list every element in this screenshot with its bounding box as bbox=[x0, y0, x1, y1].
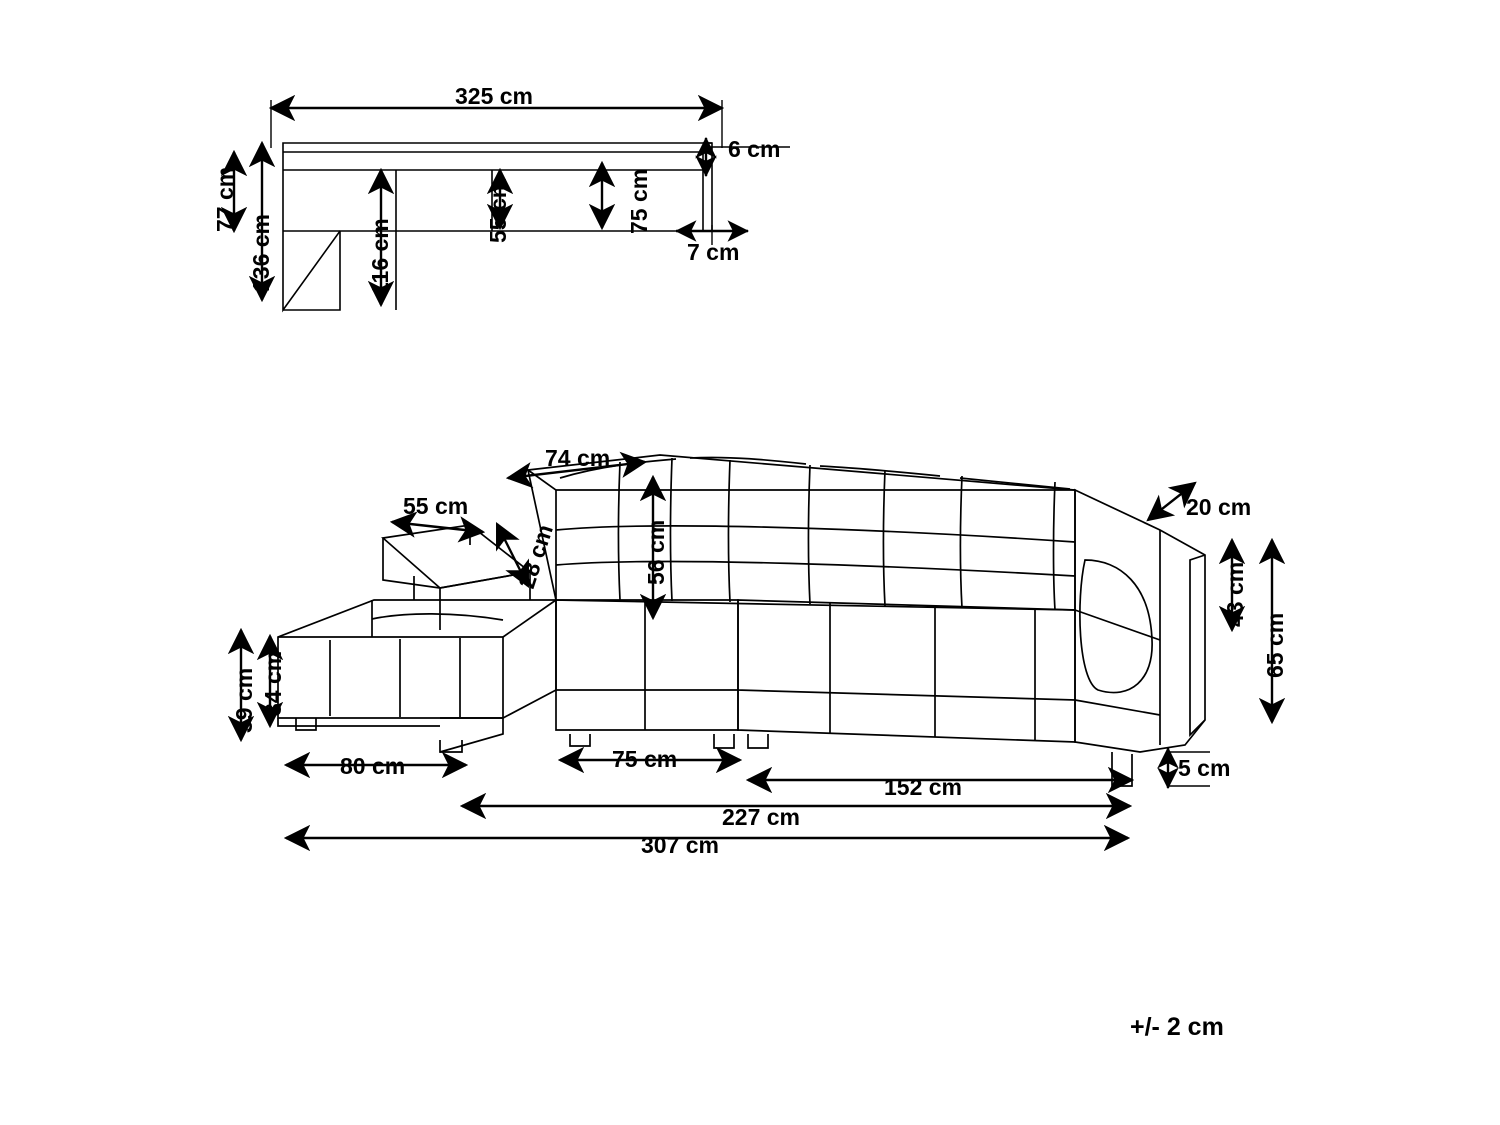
top-view-dimension-lines bbox=[234, 100, 790, 305]
dimension-label-7: 7 cm bbox=[687, 239, 740, 265]
dimension-label-227: 227 cm bbox=[722, 804, 801, 830]
dimension-label-152: 152 cm bbox=[884, 774, 963, 800]
dimension-label-55-depth: 55 cm bbox=[403, 493, 469, 519]
dimension-label-325: 325 cm bbox=[455, 83, 534, 109]
dimension-label-77: 77 cm bbox=[212, 166, 238, 232]
dimension-label-34: 34 cm bbox=[260, 650, 286, 716]
dimension-label-75-seat: 75 cm bbox=[612, 746, 678, 772]
tolerance-note: +/- 2 cm bbox=[1130, 1013, 1224, 1041]
dimension-label-20: 20 cm bbox=[1186, 494, 1252, 520]
dimension-label-116: 116 cm bbox=[367, 218, 393, 295]
perspective-dimension-lines bbox=[241, 462, 1272, 838]
dimension-label-55: 55 cm bbox=[485, 177, 511, 243]
dimension-label-307: 307 cm bbox=[641, 832, 720, 858]
dimension-label-6: 6 cm bbox=[728, 136, 781, 162]
dimension-label-39: 39 cm bbox=[231, 667, 257, 733]
dimension-label-43: 43 cm bbox=[1222, 561, 1248, 627]
dimension-label-28: 28 cm bbox=[513, 521, 558, 592]
dimension-label-65: 65 cm bbox=[1262, 612, 1288, 678]
dimension-label-74: 74 cm bbox=[545, 445, 611, 471]
dimension-label-136: 136 cm bbox=[248, 213, 274, 292]
dimension-label-75: 75 cm bbox=[626, 168, 652, 234]
dimension-label-80: 80 cm bbox=[340, 753, 406, 779]
dimension-label-5: 5 cm bbox=[1178, 755, 1231, 781]
dimension-label-56: 56 cm bbox=[643, 519, 669, 585]
